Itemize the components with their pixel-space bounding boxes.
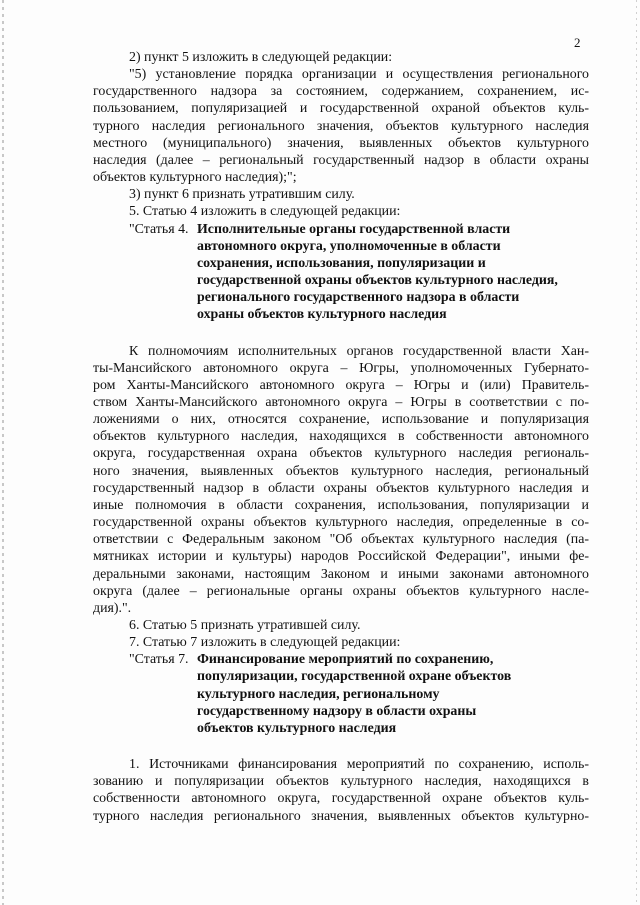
paragraph-line: 1. Источниками финансирования мероприятий по сохранению, исполь-	[129, 757, 589, 773]
paragraph-line: государственный надзор в области охраны объектов культурного наследия и	[93, 480, 589, 496]
document-body	[93, 49, 589, 825]
paragraph-line: 5. Статью 4 изложить в следующей редакции:	[129, 204, 401, 220]
article-4-title-line: регионального государственного надзора в области	[197, 290, 520, 306]
article-4-title-line: сохранения, использования, популяризации и	[197, 255, 486, 271]
paragraph-line: зованию и популяризации объектов культурного наследия, находящихся в	[93, 774, 589, 790]
article-7-title-line: Финансирование мероприятий по сохранению,	[197, 652, 494, 668]
paragraph-line: мятниках истории и культуры) народов Российской Федерации", иными фе-	[93, 549, 589, 565]
paragraph-line: объектов культурного наследия);";	[93, 170, 297, 186]
paragraph-line: дия).".	[93, 600, 132, 616]
spacer	[93, 737, 589, 756]
paragraph-line: 6. Статью 5 признать утратившей силу.	[129, 618, 361, 633]
article-4-label: "Статья 4.	[129, 221, 189, 237]
paragraph-line: К полномочиям исполнительных органов государственной власти Хан-	[129, 343, 589, 359]
paragraph-line: ством Ханты-Мансийского автономного округа – Югры в соответствии с по-	[93, 394, 589, 410]
article-7-title-line: государственному надзору в области охраны	[197, 703, 477, 719]
page-number: 2	[574, 35, 581, 50]
paragraph-line: наследия (далее – региональный государственный надзор в области охраны	[93, 152, 589, 168]
article-7-title-line: культурного наследия, региональному	[197, 686, 440, 702]
paragraph-line: ром Ханты-Мансийского автономного округа – Югры и (или) Правитель-	[93, 377, 589, 393]
paragraph-line: местного (муниципального) значения, выявленных объектов культурного	[93, 135, 589, 151]
article-4-title-line: государственной охраны объектов культурного наследия,	[197, 273, 558, 289]
paragraph-line: иные полномочия в области сохранения, использования, популяризации и	[93, 497, 589, 513]
paragraph-line: ложениями о них, относятся сохранение, использование и популяризация	[93, 412, 589, 428]
paragraph-line: 2) пункт 5 изложить в следующей редакции:	[129, 50, 393, 65]
article-4-title-line: охраны объектов культурного наследия	[197, 307, 447, 323]
article-4-title-line: Исполнительные органы государственной власти	[197, 221, 511, 237]
article-4-title-line: автономного округа, уполномоченные в области	[197, 238, 501, 254]
article-7-title-line: объектов культурного наследия	[197, 720, 397, 736]
paragraph-line: турного наследия регионального значения, выявленных объектов культурно-	[93, 808, 589, 824]
article-7-heading	[93, 651, 589, 737]
paragraph-line: государственной охраны объектов культурного наследия, определенные в со-	[93, 515, 589, 531]
spacer	[93, 324, 589, 343]
article-4-heading	[93, 221, 589, 324]
paragraph-line: деральными законами, настоящим Законом и иными законами автономного	[93, 566, 589, 582]
paragraph-line: округа (далее – региональные органы охраны объектов культурного насле-	[93, 583, 589, 599]
paragraph-line: ответствии с Федеральным законом "Об объектах культурного наследия (па-	[93, 532, 589, 548]
article-7-label: "Статья 7.	[129, 652, 189, 668]
paragraph-line: государственного надзора за состоянием, содержанием, сохранением, ис-	[93, 84, 589, 100]
paragraph-line: собственности автономного округа, государственной охране объектов куль-	[93, 791, 589, 807]
paragraph-line: "5) установление порядка организации и осуществления регионального	[129, 67, 589, 83]
paragraph-line: турного наследия регионального значения, объектов культурного наследия	[93, 118, 589, 134]
paragraph-line: объектов культурного наследия, находящихся в собственности автономного	[93, 429, 589, 445]
paragraph-line: округа, государственная охрана объектов культурного наследия региональ-	[93, 446, 589, 462]
paragraph-line: ты-Мансийского автономного округа – Югры, уполномоченных Губернато-	[93, 360, 589, 376]
scan-edge-right	[636, 0, 637, 905]
paragraph-line: ного значения, выявленных объектов культурного наследия, региональный	[93, 463, 589, 479]
paragraph-line: пользованием, популяризацией и государственной охраной объектов куль-	[93, 101, 589, 117]
paragraph-line: 3) пункт 6 признать утратившим силу.	[129, 187, 355, 203]
scan-edge-left	[2, 0, 4, 905]
paragraph-line: 7. Статью 7 изложить в следующей редакции:	[129, 635, 401, 651]
article-7-title-line: популяризации, государственной охране объектов	[197, 669, 512, 685]
